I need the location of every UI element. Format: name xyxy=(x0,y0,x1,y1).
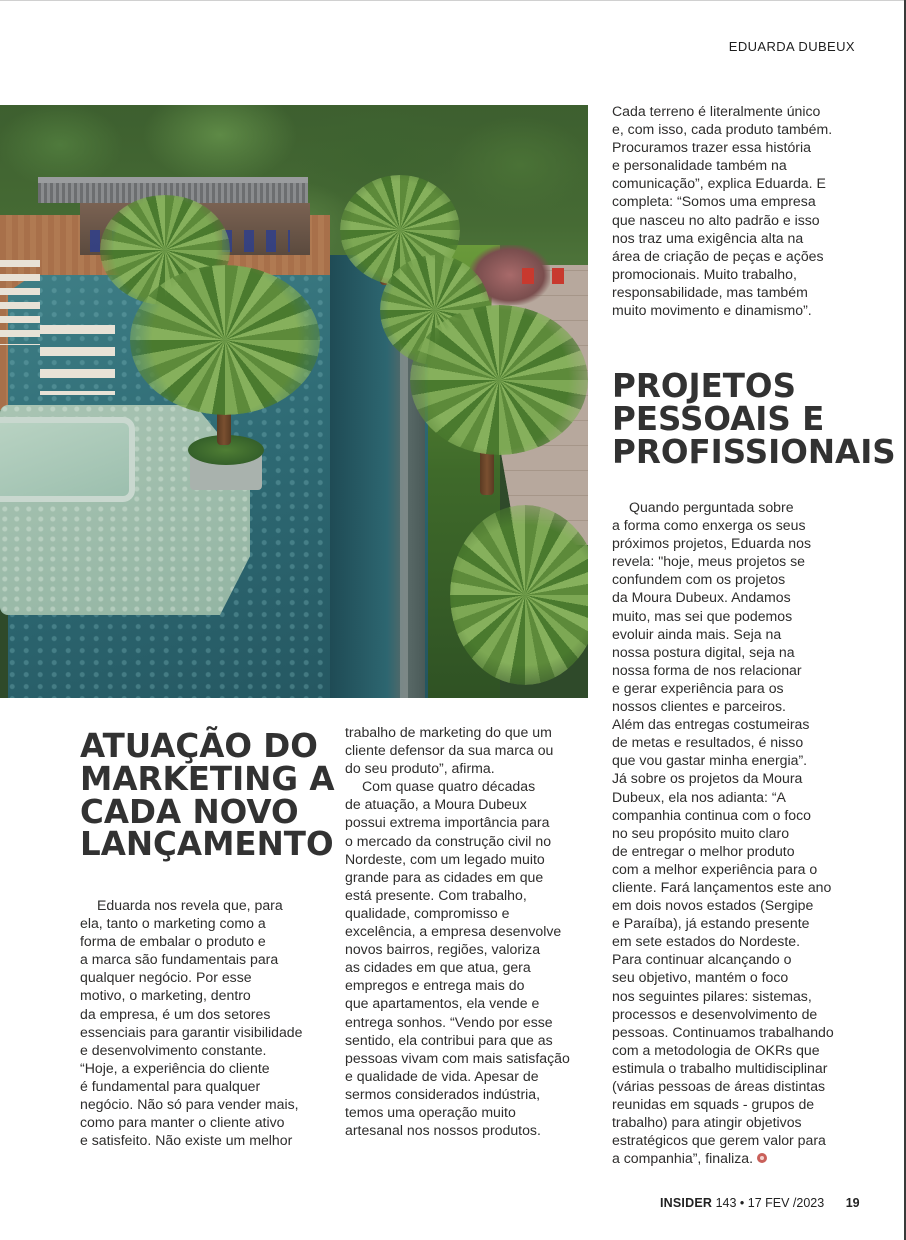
text-line: com a melhor experiência para o xyxy=(612,860,818,877)
pool-step xyxy=(0,417,135,502)
text-line: o mercado da construção civil no xyxy=(345,832,552,849)
palm-tree xyxy=(410,305,588,455)
text-line: qualidade, compromisso e xyxy=(345,904,510,921)
text-line: nossa forma de nos relacionar xyxy=(612,661,802,678)
text-line: muito movimento e dinamismo”. xyxy=(612,302,812,319)
text-line: e desenvolvimento constante. xyxy=(80,1041,267,1058)
pool-photo xyxy=(0,105,588,698)
text-line: seu objetivo, mantém o foco xyxy=(612,969,789,986)
heading-line: PROFISSIONAIS xyxy=(612,432,896,471)
text-line: sentido, ela contribui para que as xyxy=(345,1031,553,1048)
text-line: próximos projetos, Eduarda nos xyxy=(612,535,811,552)
section-heading-marketing xyxy=(80,727,335,864)
text-line: evoluir ainda mais. Seja na xyxy=(612,625,782,642)
text-line: Cada terreno é literalmente único xyxy=(612,103,821,119)
text-line: Procuramos trazer essa história xyxy=(612,139,811,156)
text-line: Nordeste, com um legado muito xyxy=(345,850,545,867)
text-line: Para continuar alcançando o xyxy=(612,951,792,968)
article-end-icon xyxy=(757,1153,767,1163)
heading-line: PESSOAIS E xyxy=(612,399,825,438)
text-line: sermos considerados indústria, xyxy=(345,1085,541,1102)
page-footer xyxy=(660,1196,860,1210)
side-loungers xyxy=(0,260,40,345)
text-line: Dubeux, ela nos adianta: “A xyxy=(612,788,786,805)
page-number: 19 xyxy=(845,1196,860,1210)
text-line: que vou gastar minha energia”. xyxy=(612,752,808,769)
palm-tree xyxy=(130,265,320,415)
text-line: área de criação de peças e ações xyxy=(612,247,824,264)
heading-line: LANÇAMENTO xyxy=(80,825,334,864)
text-line: Além das entregas costumeiras xyxy=(612,716,810,733)
heading-line: CADA NOVO xyxy=(80,792,299,831)
section-heading-projetos xyxy=(612,367,896,471)
text-line: essenciais para garantir visibilidade xyxy=(80,1023,303,1040)
text-line: estimula o trabalho multidisciplinar xyxy=(612,1059,828,1076)
running-head: EDUARDA DUBEUX xyxy=(728,39,855,54)
body-column-2 xyxy=(345,723,570,1139)
text-line: e personalidade também na xyxy=(612,157,787,174)
text-line: empregos e entrega mais do xyxy=(345,977,525,994)
text-line: no seu propósito muito claro xyxy=(612,824,790,841)
text-line: da empresa, é um dos setores xyxy=(80,1005,271,1022)
body-column-3-bottom xyxy=(612,498,834,1167)
text-line: a marca são fundamentais para xyxy=(80,951,279,968)
text-line: negócio. Não só para vender mais, xyxy=(80,1096,299,1113)
text-line: em sete estados do Nordeste. xyxy=(612,933,801,950)
text-line: grande para as cidades em que xyxy=(345,868,544,885)
text-line: Com quase quatro décadas xyxy=(362,778,536,795)
text-line: trabalho) para atingir objetivos xyxy=(612,1114,802,1131)
text-line: “Hoje, a experiência do cliente xyxy=(80,1059,270,1076)
text-line: de entregar o melhor produto xyxy=(612,842,795,859)
text-line: qualquer negócio. Por esse xyxy=(80,969,252,986)
text-line: motivo, o marketing, dentro xyxy=(80,987,251,1004)
text-line: artesanal nos nossos produtos. xyxy=(345,1122,541,1139)
text-line: companhia continua com o foco xyxy=(612,806,811,823)
text-line: está presente. Com trabalho, xyxy=(345,886,527,903)
text-line: revela: "hoje, meus projetos se xyxy=(612,553,806,570)
text-line: nossos clientes e parceiros. xyxy=(612,698,786,715)
text-line: e Paraíba), já estando presente xyxy=(612,915,810,932)
text-line: entrega sonhos. “Vendo por esse xyxy=(345,1013,553,1030)
text-line: Quando perguntada sobre xyxy=(629,499,794,515)
text-line: cliente. Fará lançamentos este ano xyxy=(612,878,832,895)
heading-line: MARKETING A xyxy=(80,759,335,798)
text-line: e, com isso, cada produto também. xyxy=(612,121,833,138)
text-line: em dois novos estados (Sergipe xyxy=(612,897,814,914)
text-line: e qualidade de vida. Apesar de xyxy=(345,1067,539,1084)
text-line: que nasceu no alto padrão e isso xyxy=(612,211,820,228)
text-line: da Moura Dubeux. Andamos xyxy=(612,589,791,606)
text-line: como para manter o cliente ativo xyxy=(80,1114,285,1131)
text-line: do seu produto”, afirma. xyxy=(345,760,495,777)
body-column-3-top xyxy=(612,102,832,319)
text-line: e satisfeito. Não existe um melhor xyxy=(80,1132,293,1149)
text-line: (várias pessoas de áreas distintas xyxy=(612,1078,826,1094)
text-line: pessoas. Continuamos trabalhando xyxy=(612,1023,834,1040)
text-line: nossa postura digital, seja na xyxy=(612,643,795,660)
heading-line: PROJETOS xyxy=(612,367,796,405)
text-line: reunidas em squads - grupos de xyxy=(612,1096,815,1113)
text-line: excelência, a empresa desenvolve xyxy=(345,923,562,940)
red-chairs xyxy=(522,268,582,284)
text-line: é fundamental para qualquer xyxy=(80,1077,261,1094)
page-top-edge xyxy=(0,0,906,1)
text-line: nos seguintes pilares: sistemas, xyxy=(612,987,812,1004)
text-line: pessoas vivam com mais satisfação xyxy=(345,1049,570,1066)
text-line-last xyxy=(612,1149,834,1167)
text-line: temos uma operação muito xyxy=(345,1103,516,1120)
text-line: novos bairros, regiões, valoriza xyxy=(345,941,541,958)
magazine-brand: INSIDER xyxy=(660,1196,713,1210)
text-line: completa: “Somos uma empresa xyxy=(612,193,816,210)
text-line: possui extrema importância para xyxy=(345,814,550,831)
text-line: muito, mas sei que podemos xyxy=(612,607,793,624)
palm-tree xyxy=(450,505,588,685)
sun-loungers xyxy=(40,325,115,395)
text-line: responsabilidade, mas também xyxy=(612,283,808,300)
heading-line: ATUAÇÃO DO xyxy=(80,727,318,765)
text-line: ela, tanto o marketing como a xyxy=(80,915,266,932)
text-line: com a metodologia de OKRs que xyxy=(612,1041,820,1058)
text-line: confundem com os projetos xyxy=(612,571,786,588)
text-line: trabalho de marketing do que um xyxy=(345,724,552,740)
text-line: cliente defensor da sua marca ou xyxy=(345,742,554,759)
text-line: Já sobre os projetos da Moura xyxy=(612,770,803,787)
text-line: promocionais. Muito trabalho, xyxy=(612,265,797,282)
text-line: a companhia”, finaliza. xyxy=(612,1150,754,1167)
text-line: de atuação, a Moura Dubeux xyxy=(345,796,527,813)
text-line: de metas e resultados, é nisso xyxy=(612,734,804,751)
text-line: forma de embalar o produto e xyxy=(80,933,266,950)
text-line: as cidades em que atua, gera xyxy=(345,959,531,976)
text-line: estratégicos que gerem valor para xyxy=(612,1132,826,1149)
body-column-1 xyxy=(80,896,303,1149)
text-line: a forma como enxerga os seus xyxy=(612,517,806,534)
text-line: nos traz uma exigência alta na xyxy=(612,229,804,246)
text-line: e gerar experiência para os xyxy=(612,679,784,696)
text-line: processos e desenvolvimento de xyxy=(612,1005,818,1022)
issue-info: 143 • 17 FEV /2023 xyxy=(715,1196,825,1210)
text-line: que apartamentos, ela vende e xyxy=(345,995,540,1012)
text-line: Eduarda nos revela que, para xyxy=(97,897,283,913)
text-line: comunicação”, explica Eduarda. E xyxy=(612,175,826,192)
